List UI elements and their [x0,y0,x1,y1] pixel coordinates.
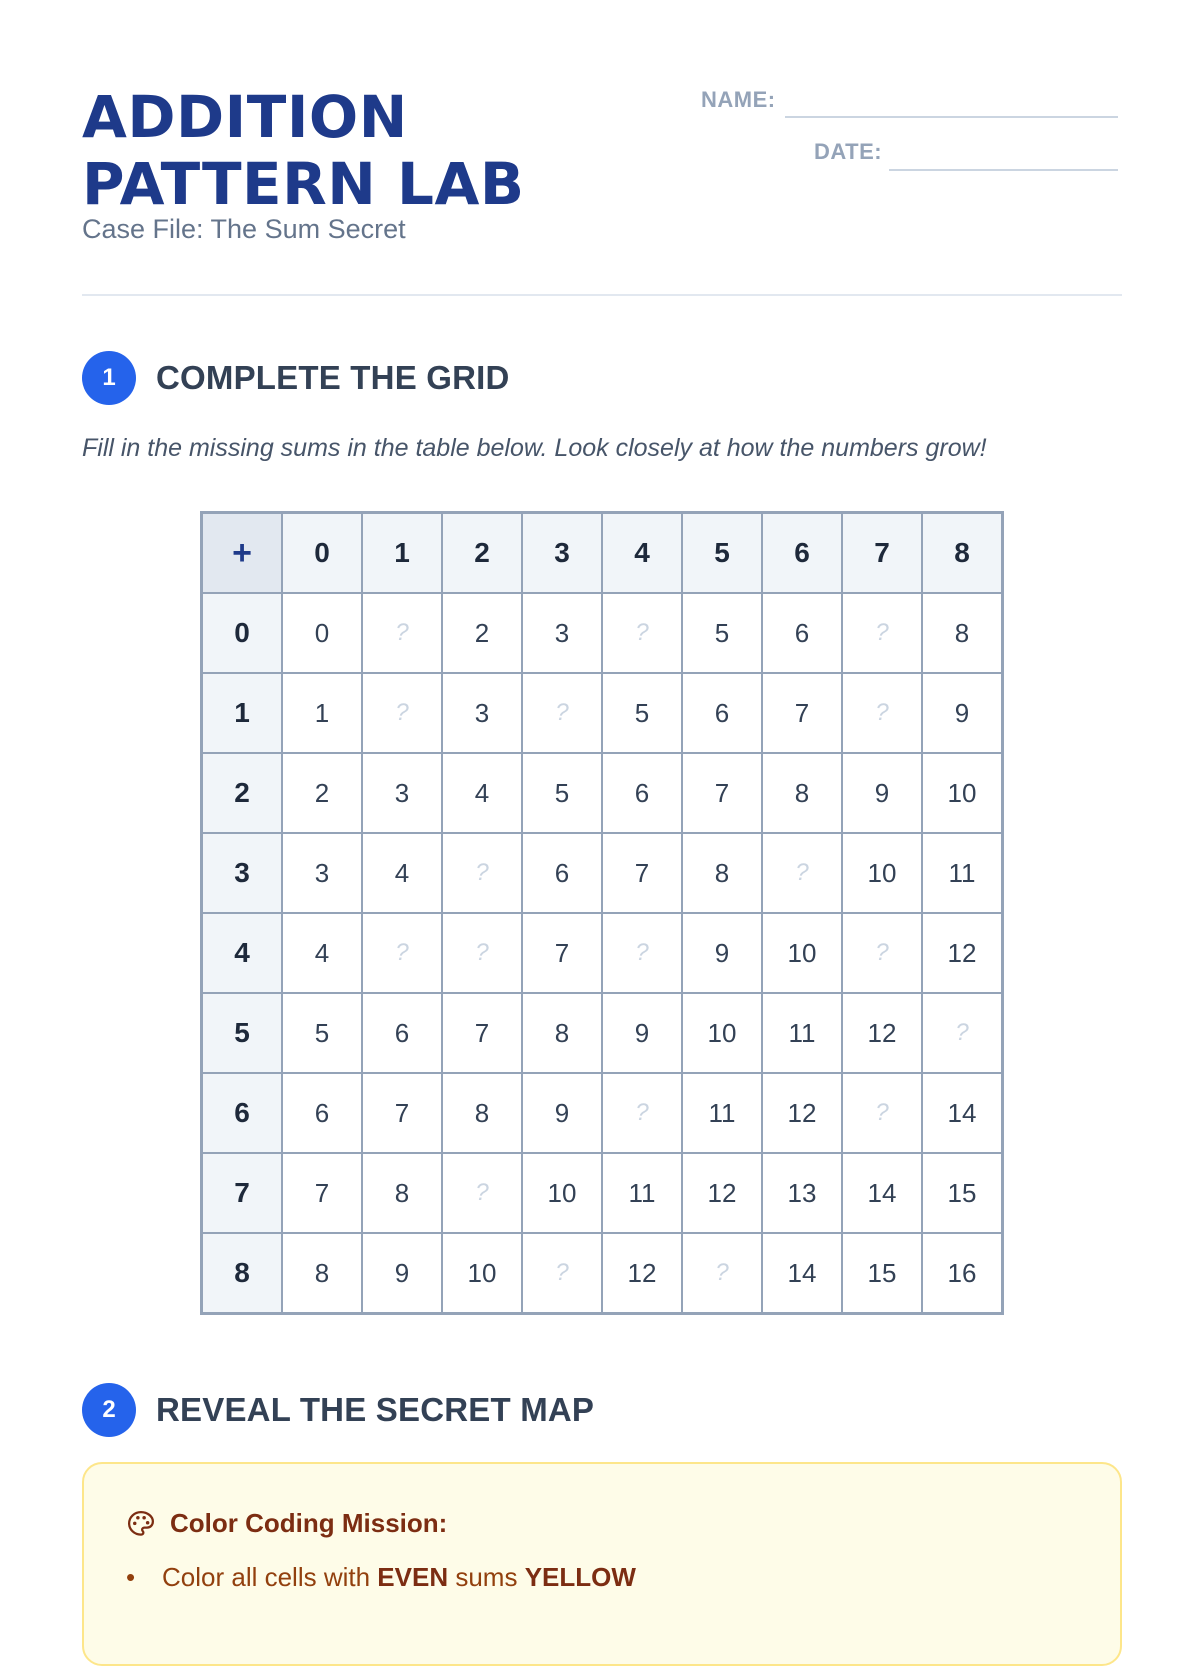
grid-sum-cell: 1 [282,673,362,753]
grid-sum-cell: 8 [522,993,602,1073]
grid-sum-cell: 12 [602,1233,682,1314]
page-title: ADDITION PATTERN LAB [82,83,525,218]
grid-missing-cell[interactable]: ? [522,1233,602,1314]
grid-sum-cell: 14 [842,1153,922,1233]
grid-sum-cell: 6 [602,753,682,833]
section-2-heading [82,1383,594,1437]
grid-sum-cell: 3 [522,593,602,673]
mission-item-emphasis-even: EVEN [377,1562,449,1592]
grid-sum-cell: 5 [682,593,762,673]
grid-missing-cell[interactable]: ? [602,1073,682,1153]
header-divider [82,294,1122,296]
grid-column-header: 5 [682,513,762,594]
grid-sum-cell: 9 [522,1073,602,1153]
grid-missing-cell[interactable]: ? [522,673,602,753]
grid-row [202,1233,1003,1314]
grid-sum-cell: 5 [602,673,682,753]
grid-sum-cell: 7 [762,673,842,753]
addition-grid [200,511,1004,1315]
grid-sum-cell: 4 [442,753,522,833]
grid-row [202,993,1003,1073]
grid-sum-cell: 2 [282,753,362,833]
grid-missing-cell[interactable]: ? [442,1153,522,1233]
name-field[interactable] [785,116,1118,118]
page-subtitle: Case File: The Sum Secret [82,214,406,244]
section-1-title: COMPLETE THE GRID [156,359,510,396]
grid-sum-cell: 11 [682,1073,762,1153]
grid-sum-cell: 6 [682,673,762,753]
palette-icon [126,1509,156,1539]
grid-sum-cell: 15 [922,1153,1003,1233]
grid-row [202,833,1003,913]
grid-sum-cell: 5 [282,993,362,1073]
grid-header-row [202,513,1003,594]
grid-sum-cell: 15 [842,1233,922,1314]
grid-missing-cell[interactable]: ? [922,993,1003,1073]
grid-sum-cell: 8 [682,833,762,913]
grid-sum-cell: 10 [762,913,842,993]
grid-sum-cell: 9 [602,993,682,1073]
mission-item-prefix: Color all cells with [162,1562,378,1592]
grid-sum-cell: 7 [602,833,682,913]
grid-missing-cell[interactable]: ? [602,913,682,993]
mission-item-emphasis-yellow: YELLOW [524,1562,636,1592]
grid-sum-cell: 10 [922,753,1003,833]
date-label: DATE: [814,139,883,164]
color-coding-mission-box [82,1462,1122,1666]
grid-missing-cell[interactable]: ? [602,593,682,673]
grid-row [202,673,1003,753]
grid-missing-cell[interactable]: ? [362,673,442,753]
mission-item-middle: sums [448,1562,525,1592]
grid-row-header: 1 [202,673,283,753]
grid-column-header: 1 [362,513,442,594]
grid-column-header: 4 [602,513,682,594]
section-2-number: 2 [82,1383,136,1437]
grid-sum-cell: 7 [362,1073,442,1153]
grid-sum-cell: 3 [362,753,442,833]
grid-sum-cell: 6 [522,833,602,913]
grid-sum-cell: 12 [922,913,1003,993]
grid-sum-cell: 6 [282,1073,362,1153]
grid-missing-cell[interactable]: ? [362,593,442,673]
grid-missing-cell[interactable]: ? [842,593,922,673]
grid-sum-cell: 10 [682,993,762,1073]
section-1-instructions: Fill in the missing sums in the table below. Look closely at how the numbers grow! [82,434,987,462]
mission-title-text: Color Coding Mission: [170,1508,448,1538]
date-field[interactable] [889,169,1118,171]
grid-sum-cell: 4 [362,833,442,913]
mission-item-even [126,1562,636,1593]
grid-column-header: 7 [842,513,922,594]
grid-sum-cell: 9 [842,753,922,833]
grid-sum-cell: 6 [362,993,442,1073]
grid-sum-cell: 7 [682,753,762,833]
grid-row [202,593,1003,673]
grid-sum-cell: 12 [682,1153,762,1233]
grid-row-header: 8 [202,1233,283,1314]
grid-missing-cell[interactable]: ? [442,833,522,913]
grid-sum-cell: 8 [282,1233,362,1314]
grid-sum-cell: 10 [522,1153,602,1233]
grid-sum-cell: 14 [922,1073,1003,1153]
section-1-heading [82,351,510,405]
grid-missing-cell[interactable]: ? [762,833,842,913]
grid-sum-cell: 8 [442,1073,522,1153]
grid-column-header: 2 [442,513,522,594]
grid-sum-cell: 3 [442,673,522,753]
grid-sum-cell: 9 [922,673,1003,753]
grid-missing-cell[interactable]: ? [362,913,442,993]
grid-missing-cell[interactable]: ? [842,913,922,993]
grid-sum-cell: 3 [282,833,362,913]
grid-sum-cell: 4 [282,913,362,993]
grid-sum-cell: 9 [682,913,762,993]
grid-row-header: 5 [202,993,283,1073]
grid-sum-cell: 10 [442,1233,522,1314]
grid-sum-cell: 8 [362,1153,442,1233]
grid-row-header: 0 [202,593,283,673]
grid-sum-cell: 7 [282,1153,362,1233]
grid-operator-cell: + [202,513,283,594]
grid-row [202,753,1003,833]
grid-missing-cell[interactable]: ? [442,913,522,993]
name-label: NAME: [701,87,776,112]
grid-sum-cell: 7 [522,913,602,993]
grid-missing-cell[interactable]: ? [682,1233,762,1314]
grid-missing-cell[interactable]: ? [842,673,922,753]
grid-sum-cell: 9 [362,1233,442,1314]
grid-row [202,1073,1003,1153]
grid-sum-cell: 5 [522,753,602,833]
grid-row-header: 7 [202,1153,283,1233]
grid-column-header: 8 [922,513,1003,594]
grid-row [202,1153,1003,1233]
grid-missing-cell[interactable]: ? [842,1073,922,1153]
grid-sum-cell: 10 [842,833,922,913]
grid-column-header: 3 [522,513,602,594]
grid-sum-cell: 2 [442,593,522,673]
grid-sum-cell: 8 [922,593,1003,673]
grid-column-header: 6 [762,513,842,594]
grid-sum-cell: 7 [442,993,522,1073]
grid-column-header: 0 [282,513,362,594]
grid-sum-cell: 14 [762,1233,842,1314]
grid-sum-cell: 6 [762,593,842,673]
grid-sum-cell: 16 [922,1233,1003,1314]
grid-row-header: 2 [202,753,283,833]
grid-sum-cell: 0 [282,593,362,673]
grid-sum-cell: 12 [842,993,922,1073]
mission-title [126,1508,447,1539]
grid-sum-cell: 11 [602,1153,682,1233]
grid-sum-cell: 12 [762,1073,842,1153]
grid-sum-cell: 8 [762,753,842,833]
section-2-title: REVEAL THE SECRET MAP [156,1391,595,1428]
grid-row-header: 6 [202,1073,283,1153]
grid-row-header: 4 [202,913,283,993]
grid-sum-cell: 13 [762,1153,842,1233]
grid-row [202,913,1003,993]
grid-row-header: 3 [202,833,283,913]
grid-sum-cell: 11 [762,993,842,1073]
section-1-number: 1 [82,351,136,405]
bullet: • [126,1562,136,1592]
grid-sum-cell: 11 [922,833,1003,913]
